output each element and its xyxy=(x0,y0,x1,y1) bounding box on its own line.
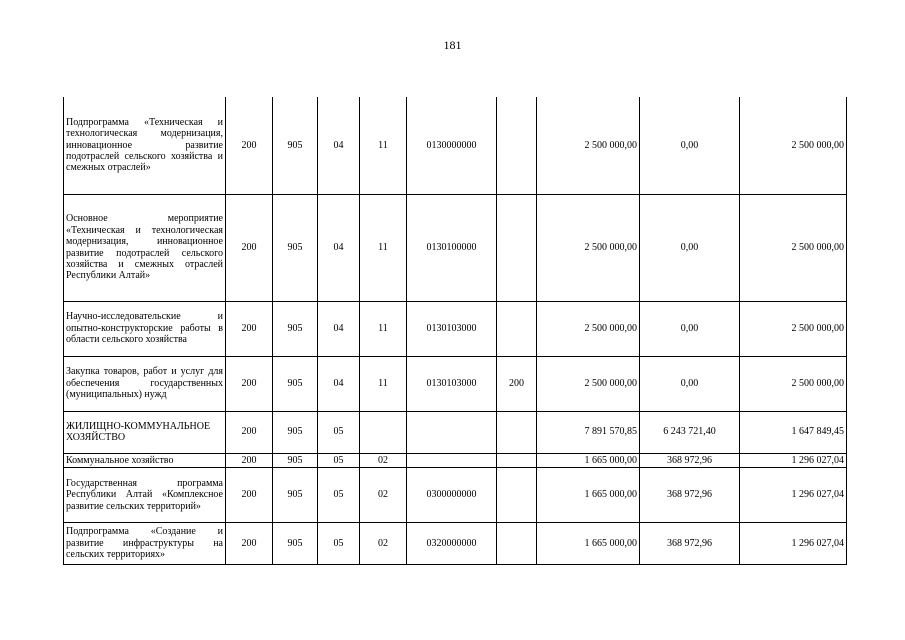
cell-subsection: 11 xyxy=(360,194,407,301)
cell-subsection: 02 xyxy=(360,467,407,522)
cell-regional: 1 296 027,04 xyxy=(740,453,847,467)
cell-subsection xyxy=(360,411,407,453)
cell-grbs: 200 xyxy=(226,522,273,564)
cell-federal: 0,00 xyxy=(640,194,740,301)
cell-vr: 200 xyxy=(497,356,537,411)
table-body xyxy=(64,97,847,564)
row-name: Подпрограмма «Техническая и технологическая модернизация, инновационное развитие подотраслей сельского хозяйства и смежных отраслей» xyxy=(64,97,226,194)
cell-ministry: 905 xyxy=(273,453,318,467)
cell-grbs: 200 xyxy=(226,411,273,453)
cell-federal: 6 243 721,40 xyxy=(640,411,740,453)
cell-target xyxy=(407,453,497,467)
cell-section: 04 xyxy=(318,194,360,301)
cell-regional: 2 500 000,00 xyxy=(740,301,847,356)
row-name: Закупка товаров, работ и услуг для обеспечения государственных (муниципальных) нужд xyxy=(64,356,226,411)
row-name: ЖИЛИЩНО-КОММУНАЛЬНОЕ ХОЗЯЙСТВО xyxy=(64,411,226,453)
cell-grbs: 200 xyxy=(226,97,273,194)
cell-section: 04 xyxy=(318,301,360,356)
table-row xyxy=(64,356,847,411)
cell-section: 04 xyxy=(318,356,360,411)
cell-section: 05 xyxy=(318,467,360,522)
cell-target: 0300000000 xyxy=(407,467,497,522)
cell-ministry: 905 xyxy=(273,467,318,522)
cell-total: 1 665 000,00 xyxy=(537,522,640,564)
cell-regional: 1 296 027,04 xyxy=(740,522,847,564)
cell-target: 0320000000 xyxy=(407,522,497,564)
cell-subsection: 11 xyxy=(360,301,407,356)
cell-ministry: 905 xyxy=(273,194,318,301)
cell-target: 0130103000 xyxy=(407,301,497,356)
table-row xyxy=(64,467,847,522)
cell-vr xyxy=(497,411,537,453)
cell-ministry: 905 xyxy=(273,301,318,356)
cell-federal: 0,00 xyxy=(640,301,740,356)
cell-vr xyxy=(497,194,537,301)
cell-total: 2 500 000,00 xyxy=(537,194,640,301)
cell-ministry: 905 xyxy=(273,356,318,411)
cell-grbs: 200 xyxy=(226,453,273,467)
table-row xyxy=(64,522,847,564)
cell-ministry: 905 xyxy=(273,522,318,564)
cell-vr xyxy=(497,453,537,467)
cell-regional: 2 500 000,00 xyxy=(740,194,847,301)
cell-vr xyxy=(497,467,537,522)
page-number: 181 xyxy=(443,38,462,52)
cell-section: 05 xyxy=(318,411,360,453)
cell-target xyxy=(407,411,497,453)
row-name: Государственная программа Республики Алтай «Комплексное развитие сельских территорий» xyxy=(64,467,226,522)
cell-grbs: 200 xyxy=(226,194,273,301)
cell-total: 7 891 570,85 xyxy=(537,411,640,453)
cell-subsection: 11 xyxy=(360,356,407,411)
cell-subsection: 02 xyxy=(360,453,407,467)
table-row xyxy=(64,194,847,301)
cell-federal: 368 972,96 xyxy=(640,453,740,467)
table-row xyxy=(64,301,847,356)
cell-section: 04 xyxy=(318,97,360,194)
cell-federal: 0,00 xyxy=(640,97,740,194)
cell-regional: 2 500 000,00 xyxy=(740,356,847,411)
budget-table xyxy=(63,97,847,565)
cell-federal: 0,00 xyxy=(640,356,740,411)
cell-target: 0130103000 xyxy=(407,356,497,411)
cell-target: 0130000000 xyxy=(407,97,497,194)
cell-total: 2 500 000,00 xyxy=(537,97,640,194)
cell-total: 2 500 000,00 xyxy=(537,356,640,411)
cell-section: 05 xyxy=(318,453,360,467)
row-name: Коммунальное хозяйство xyxy=(64,453,226,467)
row-name: Основное мероприятие «Техническая и технологическая модернизация, инновационное развитие подотраслей сельского хозяйства и смежных отраслей Республики Алтай» xyxy=(64,194,226,301)
row-name: Научно-исследовательские и опытно-конструкторские работы в области сельского хозяйства xyxy=(64,301,226,356)
table-row xyxy=(64,97,847,194)
cell-vr xyxy=(497,97,537,194)
cell-federal: 368 972,96 xyxy=(640,522,740,564)
cell-grbs: 200 xyxy=(226,467,273,522)
cell-total: 1 665 000,00 xyxy=(537,453,640,467)
cell-subsection: 02 xyxy=(360,522,407,564)
cell-federal: 368 972,96 xyxy=(640,467,740,522)
cell-subsection: 11 xyxy=(360,97,407,194)
cell-section: 05 xyxy=(318,522,360,564)
cell-vr xyxy=(497,522,537,564)
cell-regional: 1 647 849,45 xyxy=(740,411,847,453)
table-row xyxy=(64,453,847,467)
cell-total: 2 500 000,00 xyxy=(537,301,640,356)
row-name: Подпрограмма «Создание и развитие инфраструктуры на сельских территориях» xyxy=(64,522,226,564)
cell-grbs: 200 xyxy=(226,356,273,411)
cell-vr xyxy=(497,301,537,356)
cell-regional: 2 500 000,00 xyxy=(740,97,847,194)
cell-total: 1 665 000,00 xyxy=(537,467,640,522)
cell-target: 0130100000 xyxy=(407,194,497,301)
cell-regional: 1 296 027,04 xyxy=(740,467,847,522)
cell-ministry: 905 xyxy=(273,97,318,194)
cell-grbs: 200 xyxy=(226,301,273,356)
cell-ministry: 905 xyxy=(273,411,318,453)
table-row xyxy=(64,411,847,453)
